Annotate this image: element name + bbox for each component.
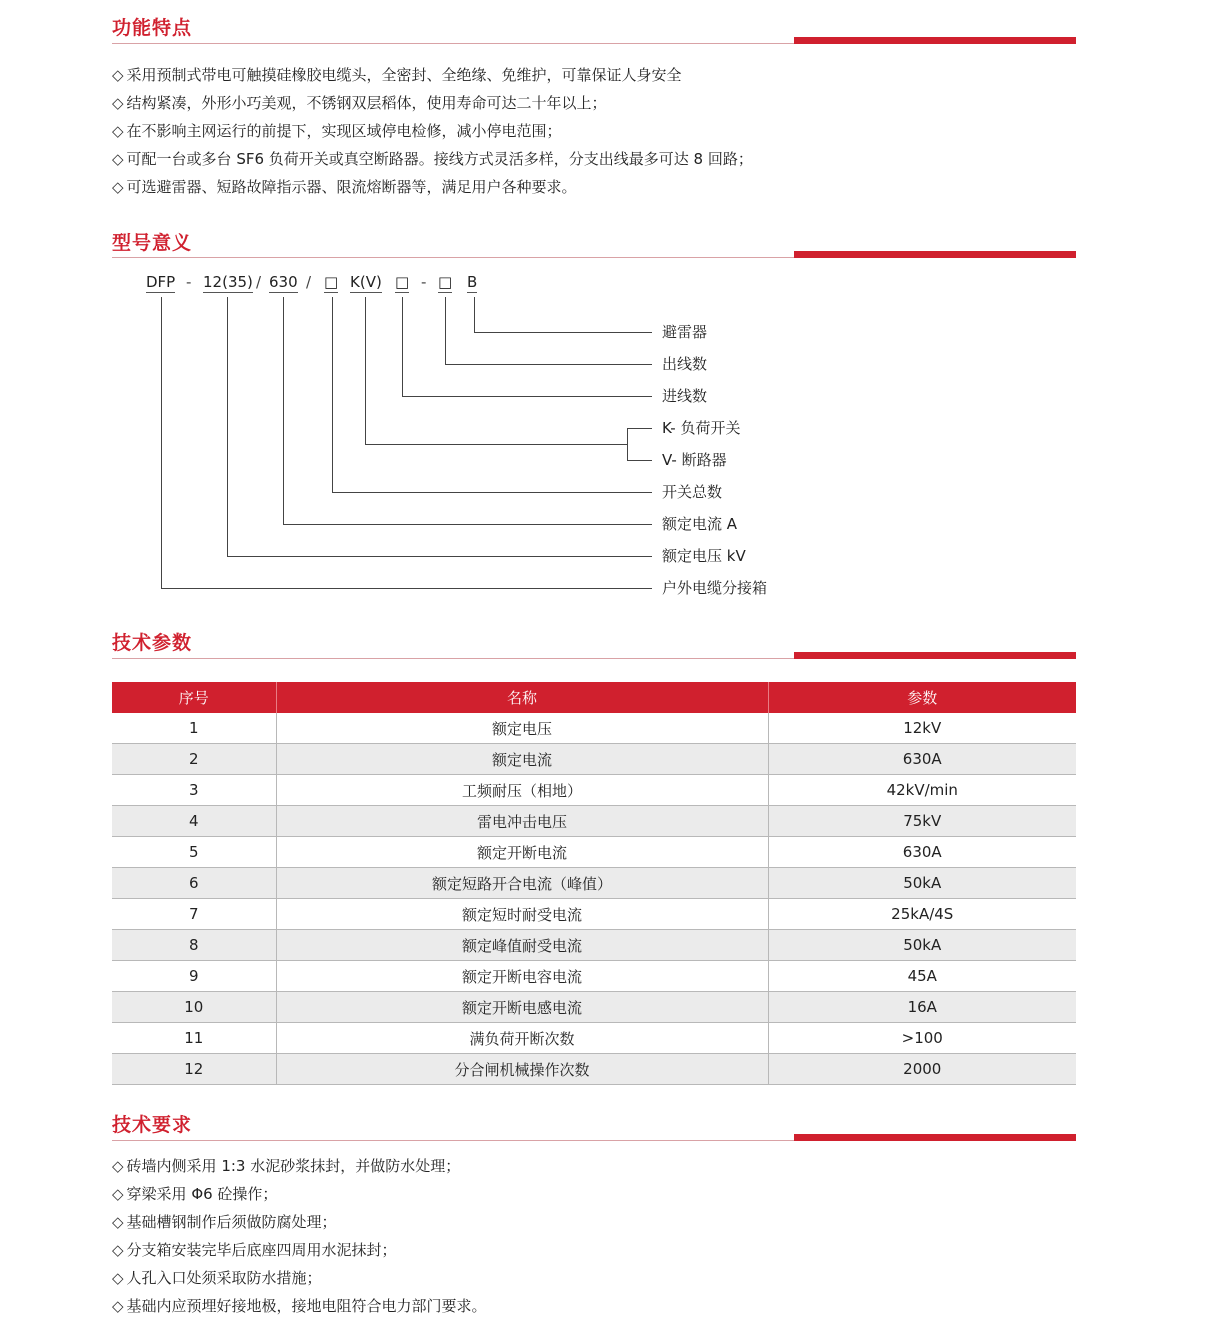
diamond-icon: ◇: [112, 1185, 124, 1203]
diamond-icon: ◇: [112, 122, 124, 140]
label-rated-voltage: 额定电压 kV: [662, 547, 746, 565]
label-rated-current: 额定电流 A: [662, 515, 738, 533]
cell-name: 额定电流: [276, 744, 768, 775]
features-title: 功能特点: [112, 17, 193, 39]
leader-horizontal: [402, 396, 652, 397]
requirements-title: 技术要求: [112, 1114, 193, 1136]
leader-bracket: [627, 428, 628, 460]
cell-index: 8: [112, 930, 276, 961]
code-incoming: □: [395, 273, 410, 291]
leader-bracket: [627, 428, 652, 429]
cell-index: 3: [112, 775, 276, 806]
cell-name: 分合闸机械操作次数: [276, 1054, 768, 1085]
code-voltage: 12(35): [203, 273, 253, 291]
leader-horizontal: [365, 444, 627, 445]
specs-bar: [794, 652, 1076, 659]
cell-name: 工频耐压（相地）: [276, 775, 768, 806]
label-switch-count: 开关总数: [662, 483, 723, 501]
list-item: ◇ 可配一台或多台 SF6 负荷开关或真空断路器。接线方式灵活多样，分支出线最多可达 8 回路；: [112, 150, 753, 168]
leader-horizontal: [474, 332, 652, 333]
table-row: [112, 930, 1076, 961]
features-bar: [794, 37, 1076, 44]
cell-value: 50kA: [768, 868, 1076, 899]
header-index: 序号: [112, 682, 276, 713]
list-item: ◇ 砖墙内侧采用 1:3 水泥砂浆抹封，并做防水处理；: [112, 1157, 461, 1175]
leader-vertical: [161, 297, 162, 589]
cell-name: 额定开断电流: [276, 837, 768, 868]
leader-vertical: [365, 297, 366, 445]
code-sep: -: [421, 273, 427, 291]
cell-index: 2: [112, 744, 276, 775]
table-row: [112, 899, 1076, 930]
table-row: [112, 1054, 1076, 1085]
label-arrester: 避雷器: [662, 323, 708, 341]
leader-vertical: [332, 297, 333, 493]
cell-value: 25kA/4S: [768, 899, 1076, 930]
cell-index: 6: [112, 868, 276, 899]
leader-horizontal: [283, 524, 652, 525]
list-item: ◇ 人孔入口处须采取防水措施；: [112, 1269, 322, 1287]
spec-table: [112, 682, 1076, 1085]
table-row: [112, 806, 1076, 837]
table-header-row: [112, 682, 1076, 713]
cell-value: 12kV: [768, 713, 1076, 744]
code-switch-type: K(V): [350, 273, 382, 291]
cell-index: 12: [112, 1054, 276, 1085]
list-item: ◇ 在不影响主网运行的前提下，实现区域停电检修，减小停电范围；: [112, 122, 562, 140]
cell-name: 额定短路开合电流（峰值）: [276, 868, 768, 899]
specs-title: 技术参数: [112, 632, 193, 654]
list-item: ◇ 结构紧凑，外形小巧美观，不锈钢双层稻体，使用寿命可达二十年以上；: [112, 94, 607, 112]
leader-horizontal: [227, 556, 652, 557]
code-sep: /: [306, 273, 312, 291]
cell-name: 满负荷开断次数: [276, 1023, 768, 1054]
list-item: ◇ 基础槽钢制作后须做防腐处理；: [112, 1213, 337, 1231]
code-sep: -: [186, 273, 192, 291]
cell-name: 额定峰值耐受电流: [276, 930, 768, 961]
table-row: [112, 1023, 1076, 1054]
code-current: 630: [269, 273, 298, 291]
cell-index: 4: [112, 806, 276, 837]
cell-value: 42kV/min: [768, 775, 1076, 806]
leader-horizontal: [332, 492, 652, 493]
code-switch-count: □: [324, 273, 339, 291]
leader-horizontal: [161, 588, 652, 589]
label-outgoing: 出线数: [662, 355, 708, 373]
label-breaker: V- 断路器: [662, 451, 727, 469]
cell-value: 50kA: [768, 930, 1076, 961]
cell-name: 额定开断电感电流: [276, 992, 768, 1023]
leader-vertical: [474, 297, 475, 333]
model-code-diagram: [0, 265, 1207, 605]
requirements-bar: [794, 1134, 1076, 1141]
features-list: [112, 61, 753, 201]
table-row: [112, 713, 1076, 744]
label-incoming: 进线数: [662, 387, 708, 405]
cell-index: 5: [112, 837, 276, 868]
cell-value: 630A: [768, 837, 1076, 868]
code-sep: /: [256, 273, 262, 291]
code-arrester: B: [467, 273, 478, 291]
leader-vertical: [227, 297, 228, 557]
cell-index: 11: [112, 1023, 276, 1054]
leader-horizontal: [445, 364, 652, 365]
cell-name: 额定电压: [276, 713, 768, 744]
cell-name: 雷电冲击电压: [276, 806, 768, 837]
diamond-icon: ◇: [112, 1297, 124, 1315]
code-dfp: DFP: [146, 273, 176, 291]
list-item: ◇ 基础内应预埋好接地极，接地电阻符合电力部门要求。: [112, 1297, 487, 1315]
cell-index: 9: [112, 961, 276, 992]
diamond-icon: ◇: [112, 94, 124, 112]
table-row: [112, 868, 1076, 899]
diamond-icon: ◇: [112, 1269, 124, 1287]
header-value: 参数: [768, 682, 1076, 713]
table-row: [112, 961, 1076, 992]
cell-value: 45A: [768, 961, 1076, 992]
table-row: [112, 775, 1076, 806]
diamond-icon: ◇: [112, 1157, 124, 1175]
label-cable-box: 户外电缆分接箱: [662, 579, 768, 597]
cell-name: 额定开断电容电流: [276, 961, 768, 992]
diamond-icon: ◇: [112, 1213, 124, 1231]
table-row: [112, 992, 1076, 1023]
cell-value: 16A: [768, 992, 1076, 1023]
leader-bracket: [627, 460, 652, 461]
cell-value: 75kV: [768, 806, 1076, 837]
cell-name: 额定短时耐受电流: [276, 899, 768, 930]
list-item: ◇ 采用预制式带电可触摸硅橡胶电缆头，全密封、全绝缘、免维护，可靠保证人身安全: [112, 66, 682, 84]
diamond-icon: ◇: [112, 150, 124, 168]
header-name: 名称: [276, 682, 768, 713]
diamond-icon: ◇: [112, 178, 124, 196]
model-title: 型号意义: [112, 232, 193, 254]
cell-index: 7: [112, 899, 276, 930]
code-outgoing: □: [438, 273, 453, 291]
leader-vertical: [445, 297, 446, 365]
diamond-icon: ◇: [112, 66, 124, 84]
list-item: ◇ 可选避雷器、短路故障指示器、限流熔断器等，满足用户各种要求。: [112, 178, 577, 196]
label-load-switch: K- 负荷开关: [662, 419, 741, 437]
cell-value: 2000: [768, 1054, 1076, 1085]
model-bar: [794, 251, 1076, 258]
requirements-list: [112, 1152, 487, 1320]
cell-value: >100: [768, 1023, 1076, 1054]
cell-index: 10: [112, 992, 276, 1023]
leader-vertical: [402, 297, 403, 397]
list-item: ◇ 穿梁采用 Φ6 砼操作；: [112, 1185, 278, 1203]
cell-index: 1: [112, 713, 276, 744]
table-row: [112, 744, 1076, 775]
diamond-icon: ◇: [112, 1241, 124, 1259]
list-item: ◇ 分支箱安装完毕后底座四周用水泥抹封；: [112, 1241, 397, 1259]
cell-value: 630A: [768, 744, 1076, 775]
leader-vertical: [283, 297, 284, 525]
table-row: [112, 837, 1076, 868]
